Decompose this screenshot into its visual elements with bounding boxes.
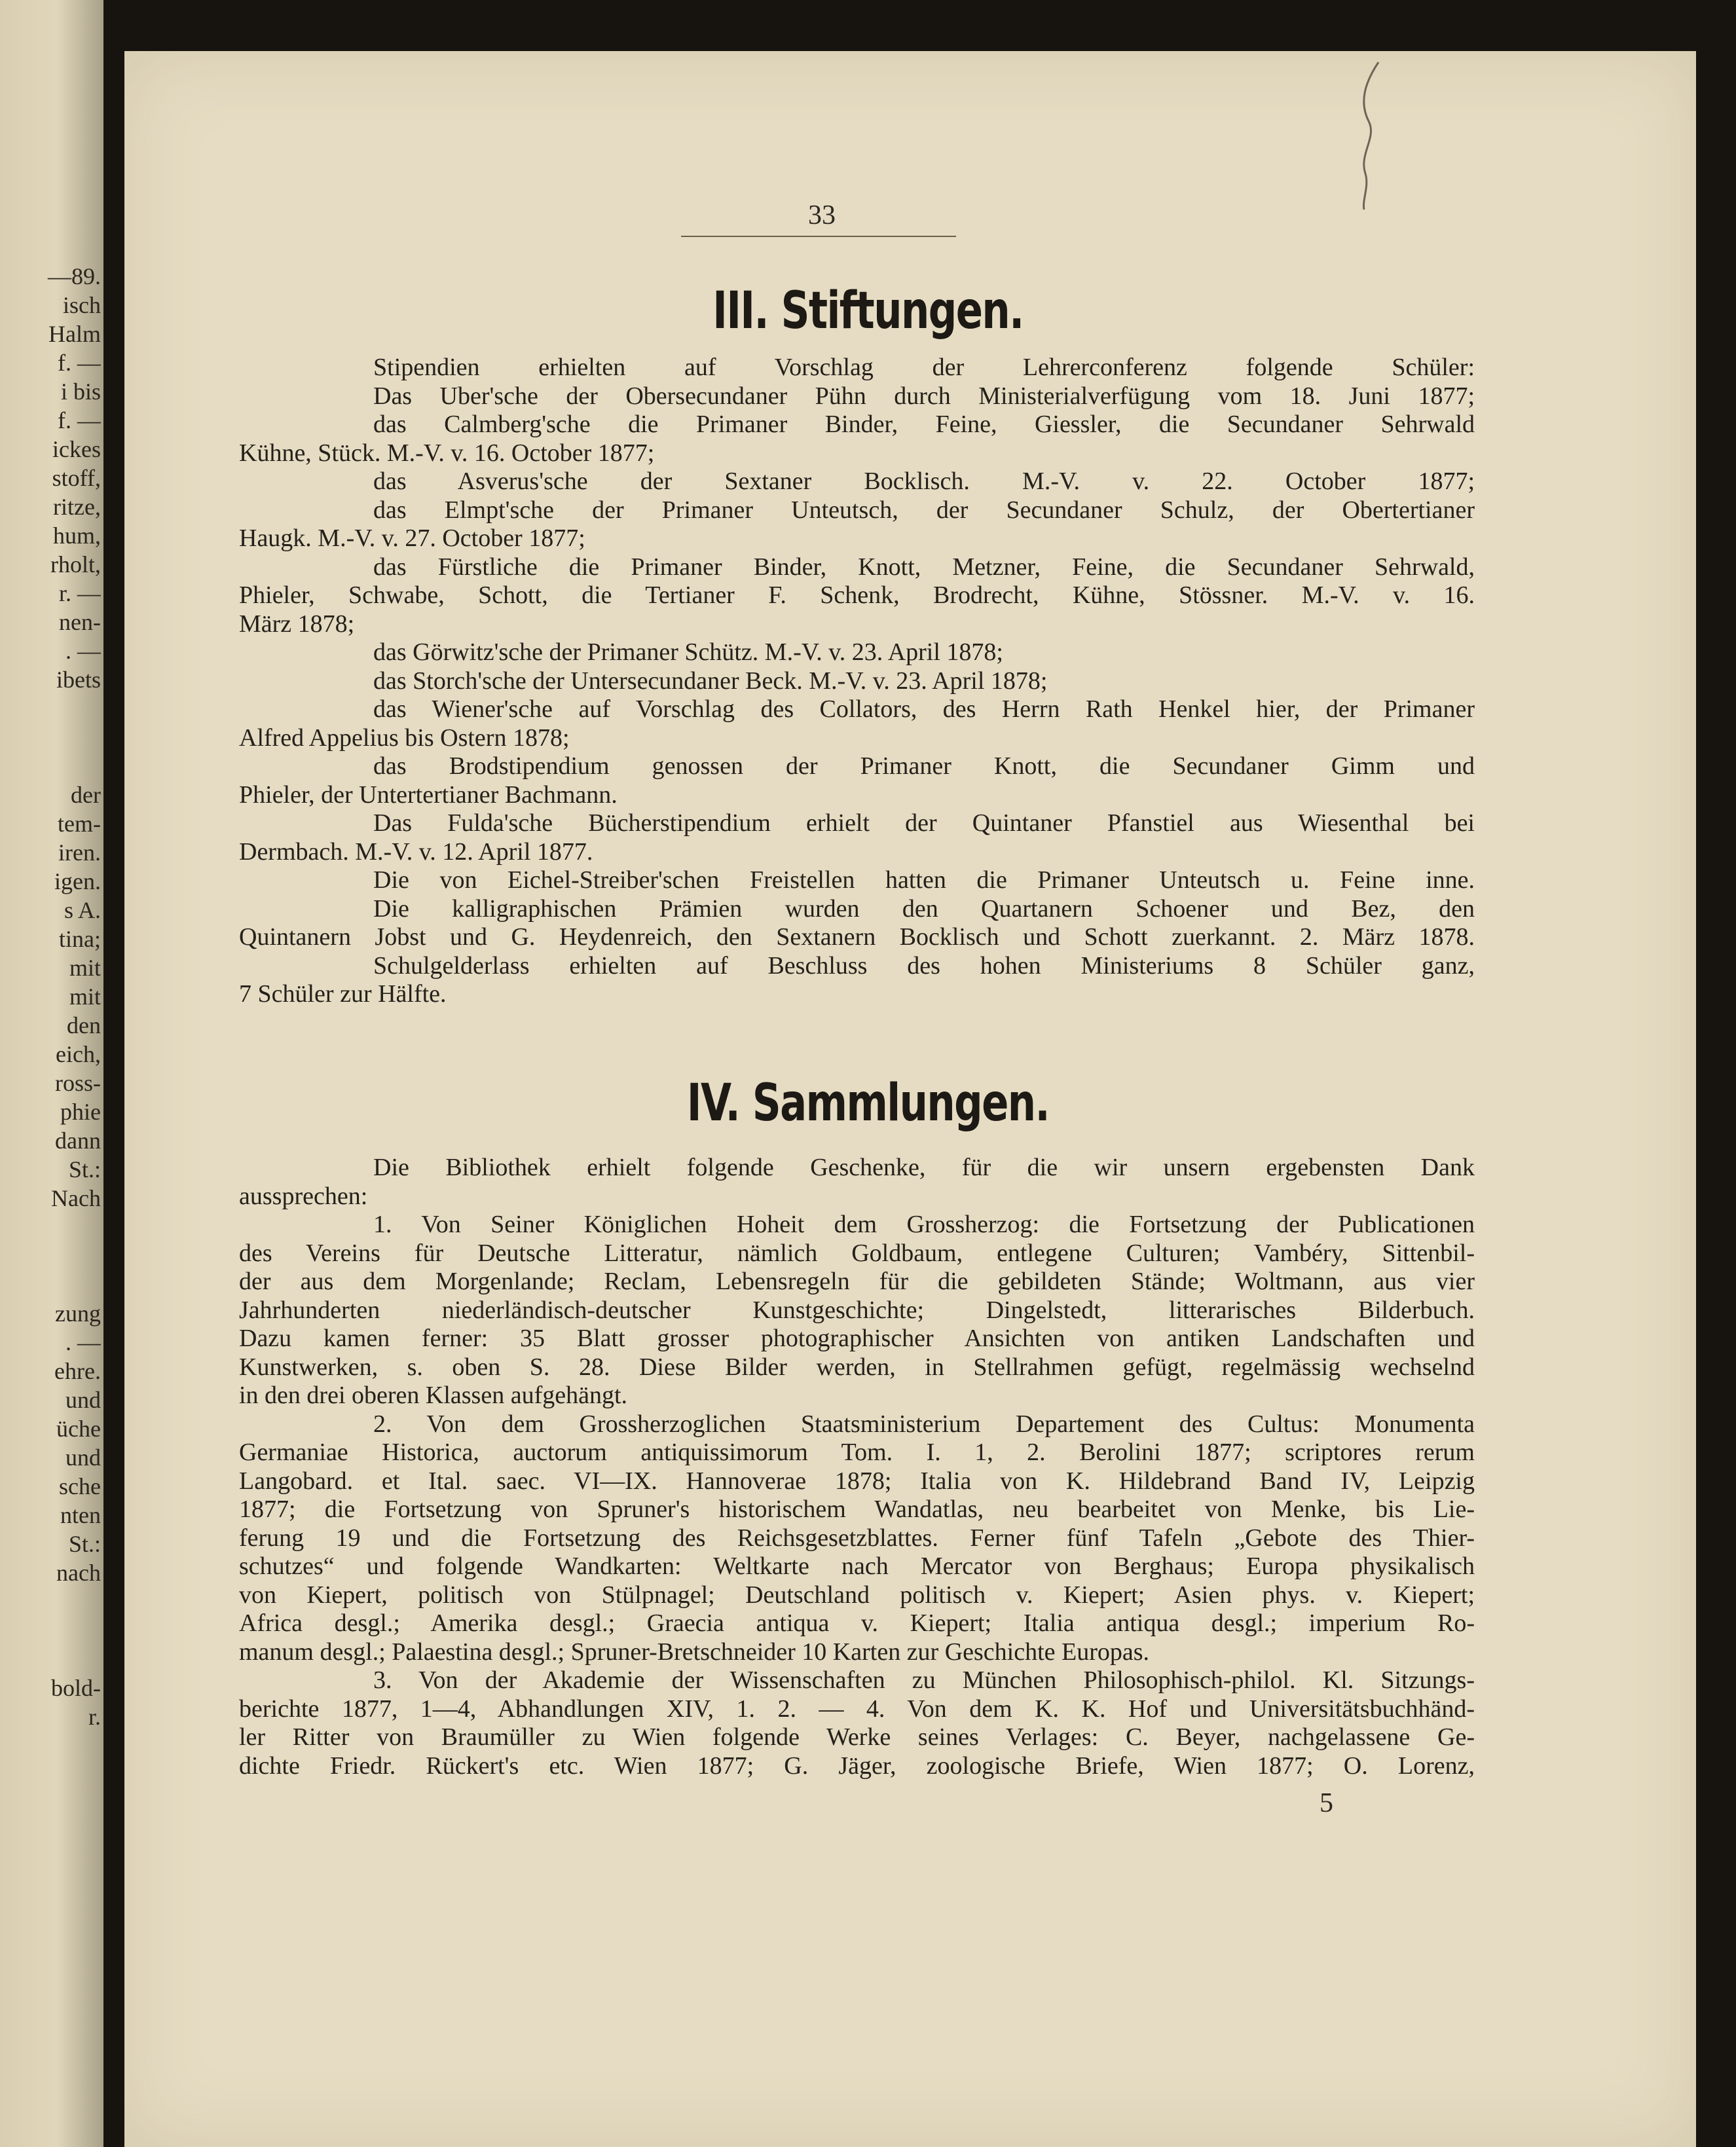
left-margin-fragment: i bis [60, 378, 101, 405]
left-margin-fragment [3, 723, 101, 752]
left-facing-page [0, 0, 103, 2147]
signature-number: 5 [1320, 1788, 1333, 1818]
section-body-sammlungen [239, 1154, 1475, 1780]
stiftungen-line: Die kalligraphischen Prämien wurden den Quartanern Schoener und Bez, den [373, 894, 1475, 923]
stiftungen-line: das Storch'sche der Untersecundaner Beck. M.-V. v. 23. April 1878; [373, 667, 1048, 695]
left-margin-fragment: ickes [52, 436, 101, 462]
left-margin-fragment: ehre. [54, 1358, 101, 1384]
stiftungen-line: Phieler, der Untertertianer Bachmann. [239, 780, 618, 809]
section-heading-stiftungen: III. Stiftungen. [712, 282, 1024, 340]
left-margin-fragment: zung [55, 1300, 101, 1327]
left-margin-fragment: ross- [55, 1070, 101, 1096]
left-margin-fragment: r. [88, 1704, 101, 1730]
left-margin-fragment: —89. [48, 263, 101, 289]
stiftungen-line: Phieler, Schwabe, Schott, die Tertianer F. Schenk, Brodrecht, Kühne, Stössner. M.-V. v. 16. [239, 581, 1475, 609]
left-margin-fragment: . — [65, 638, 101, 664]
stiftungen-line: das Görwitz'sche der Primaner Schütz. M.-V. v. 23. April 1878; [373, 638, 1003, 666]
section-heading-sammlungen: IV. Sammlungen. [686, 1074, 1050, 1133]
left-margin-fragment: phie [60, 1099, 101, 1125]
stiftungen-line: Das Fulda'sche Bücherstipendium erhielt der Quintaner Pfanstiel aus Wiesenthal bei [373, 809, 1475, 837]
stiftungen-line: Die von Eichel-Streiber'schen Freistellen hatten die Primaner Unteutsch u. Feine inne. [373, 866, 1475, 894]
left-margin-fragment: üche [56, 1416, 101, 1442]
stiftungen-line: 7 Schüler zur Hälfte. [239, 980, 447, 1008]
stiftungen-line: das Elmpt'sche der Primaner Unteutsch, der Secundaner Schulz, der Obertertianer [373, 496, 1475, 524]
stiftungen-line: Haugk. M.-V. v. 27. October 1877; [239, 524, 585, 552]
left-margin-fragment: f. — [58, 407, 101, 433]
left-margin-fragment: nen- [59, 609, 101, 635]
left-margin-fragment: igen. [54, 868, 101, 894]
sammlungen-line: 2. Von dem Grossherzoglichen Staatsministerium Departement des Cultus: Monumenta [373, 1410, 1475, 1438]
sammlungen-line: aussprechen: [239, 1182, 368, 1210]
left-margin-fragment: bold- [51, 1675, 101, 1701]
sammlungen-line: 1. Von Seiner Königlichen Hoheit dem Grossherzog: die Fortsetzung der Publicationen [373, 1211, 1475, 1238]
sammlungen-line: von Kiepert, politisch von Stülpnagel; Deutschland politisch v. Kiepert; Asien phys. v. Kiepert; [239, 1581, 1475, 1609]
left-margin-fragment: f. — [58, 350, 101, 376]
left-margin-fragment [3, 1645, 101, 1674]
left-margin-fragment: stoff, [52, 465, 101, 491]
left-margin-fragment: dann [55, 1128, 101, 1154]
sammlungen-line: Die Bibliothek erhielt folgende Geschenke, für die wir unsern ergebensten Dank [373, 1154, 1475, 1181]
sammlungen-line: Langobard. et Ital. saec. VI—IX. Hannoverae 1878; Italia von K. Hildebrand Band IV, Leipzig [239, 1467, 1475, 1495]
stiftungen-line: Schulgelderlass erhielten auf Beschluss des hohen Ministeriums 8 Schüler ganz, [373, 951, 1475, 980]
sammlungen-line: 3. Von der Akademie der Wissenschaften zu München Philosophisch-philol. Kl. Sitzungs- [373, 1666, 1475, 1694]
left-margin-fragment: tem- [58, 811, 101, 837]
left-margin-fragment [3, 1587, 101, 1616]
left-margin-fragment: St.: [68, 1531, 101, 1557]
left-margin-fragment [3, 1270, 101, 1299]
sammlungen-line: in den drei oberen Klassen aufgehängt. [239, 1382, 628, 1409]
left-margin-fragment: nach [56, 1560, 101, 1586]
left-margin-fragment [3, 752, 101, 780]
stiftungen-line: Alfred Appelius bis Ostern 1878; [239, 724, 570, 752]
left-margin-fragment: mit [69, 983, 101, 1010]
stiftungen-line: Das Uber'sche der Obersecundaner Pühn durch Ministerialverfügung vom 18. Juni 1877; [373, 382, 1475, 410]
pencil-mark [1346, 56, 1392, 213]
sammlungen-line: Africa desgl.; Amerika desgl.; Graecia antiqua v. Kiepert; Italia antiqua desgl.; imperium Ro- [239, 1609, 1475, 1637]
left-margin-fragment: . — [65, 1329, 101, 1355]
left-margin-fragment: rholt, [50, 551, 101, 578]
left-margin-fragment: ibets [56, 667, 101, 693]
sammlungen-line: Germaniae Historica, auctorum antiquissimorum Tom. I. 1, 2. Berolini 1877; scriptores rerum [239, 1439, 1475, 1466]
stiftungen-line: Quintanern Jobst und G. Heydenreich, den Sextanern Bocklisch und Schott zuerkannt. 2. März 1878. [239, 923, 1475, 951]
sammlungen-line: Kunstwerken, s. oben S. 28. Diese Bilder werden, in Stellrahmen gefügt, regelmässig wechselnd [239, 1353, 1475, 1381]
left-margin-fragment: sche [59, 1473, 101, 1499]
sammlungen-line: Dazu kamen ferner: 35 Blatt grosser photographischer Ansichten von antiken Landschaften und [239, 1325, 1475, 1352]
left-margin-fragment: ritze, [53, 494, 101, 520]
stiftungen-line: das Wiener'sche auf Vorschlag des Collators, des Herrn Rath Henkel hier, der Primaner [373, 695, 1475, 723]
left-margin-fragment [3, 1213, 101, 1241]
stiftungen-line: Kühne, Stück. M.-V. v. 16. October 1877; [239, 439, 655, 467]
left-margin-fragment [3, 1241, 101, 1270]
sammlungen-line: ferung 19 und die Fortsetzung des Reichsgesetzblattes. Ferner fünf Tafeln „Gebote des Thier- [239, 1524, 1475, 1552]
stiftungen-line: Dermbach. M.-V. v. 12. April 1877. [239, 837, 593, 866]
sammlungen-line: Jahrhunderten niederländisch-deutscher Kunstgeschichte; Dingelstedt, litterarisches Bilderbuch. [239, 1296, 1475, 1324]
left-margin-fragment: hum, [52, 523, 101, 549]
page-number: 33 [808, 200, 836, 230]
stiftungen-line: März 1878; [239, 610, 355, 638]
left-margin-fragment: s A. [64, 897, 101, 923]
sammlungen-line: schutzes“ und folgende Wandkarten: Weltkarte nach Mercator von Berghaus; Europa physikalisch [239, 1552, 1475, 1580]
left-page-margin-text [3, 262, 101, 1731]
stiftungen-line: Stipendien erhielten auf Vorschlag der Lehrerconferenz folgende Schüler: [373, 354, 1475, 381]
left-margin-fragment: Nach [51, 1185, 101, 1211]
left-margin-fragment: den [67, 1012, 101, 1038]
left-margin-fragment: iren. [58, 839, 101, 866]
left-margin-fragment: und [65, 1444, 101, 1471]
sammlungen-line: dichte Friedr. Rückert's etc. Wien 1877; G. Jäger, zoologische Briefe, Wien 1877; O. Lorenz, [239, 1752, 1475, 1780]
left-margin-fragment: St.: [68, 1156, 101, 1183]
left-margin-fragment [3, 1616, 101, 1645]
left-margin-fragment: eich, [56, 1041, 101, 1067]
sammlungen-line: der aus dem Morgenlande; Reclam, Lebensregeln für die gebildeten Stände; Woltmann, aus vier [239, 1268, 1475, 1295]
left-margin-fragment: Halm [48, 321, 101, 347]
stiftungen-line: das Fürstliche die Primaner Binder, Knott, Metzner, Feine, die Secundaner Sehrwald, [373, 553, 1475, 581]
left-margin-fragment [3, 694, 101, 723]
left-margin-fragment: der [71, 782, 101, 808]
sammlungen-line: des Vereins für Deutsche Litteratur, nämlich Goldbaum, entlegene Culturen; Vambéry, Sittenbil- [239, 1239, 1475, 1267]
sammlungen-line: manum desgl.; Palaestina desgl.; Spruner-Bretschneider 10 Karten zur Geschichte Europas. [239, 1638, 1150, 1666]
left-margin-fragment: mit [69, 955, 101, 981]
sammlungen-line: berichte 1877, 1—4, Abhandlungen XIV, 1. 2. — 4. Von dem K. K. Hof und Universitätsbuchhänd- [239, 1695, 1475, 1723]
sammlungen-line: 1877; die Fortsetzung von Spruner's historischem Wandatlas, neu bearbeitet von Menke, bis Lie- [239, 1496, 1475, 1523]
stiftungen-line: das Asverus'sche der Sextaner Bocklisch. M.-V. v. 22. October 1877; [373, 468, 1475, 495]
left-margin-fragment: tina; [59, 926, 101, 952]
left-margin-fragment: isch [63, 292, 101, 318]
stiftungen-line: das Brodstipendium genossen der Primaner Knott, die Secundaner Gimm und [373, 752, 1475, 780]
left-margin-fragment: und [65, 1387, 101, 1413]
header-rule [681, 236, 956, 237]
stiftungen-line: das Calmberg'sche die Primaner Binder, Feine, Giessler, die Secundaner Sehrwald [373, 411, 1475, 438]
left-margin-fragment: nten [60, 1502, 101, 1528]
left-margin-fragment: r. — [58, 580, 101, 606]
section-body-stiftungen [239, 354, 1475, 1009]
sammlungen-line: ler Ritter von Braumüller zu Wien folgende Werke seines Verlages: C. Beyer, nachgelassene Ge- [239, 1723, 1475, 1751]
